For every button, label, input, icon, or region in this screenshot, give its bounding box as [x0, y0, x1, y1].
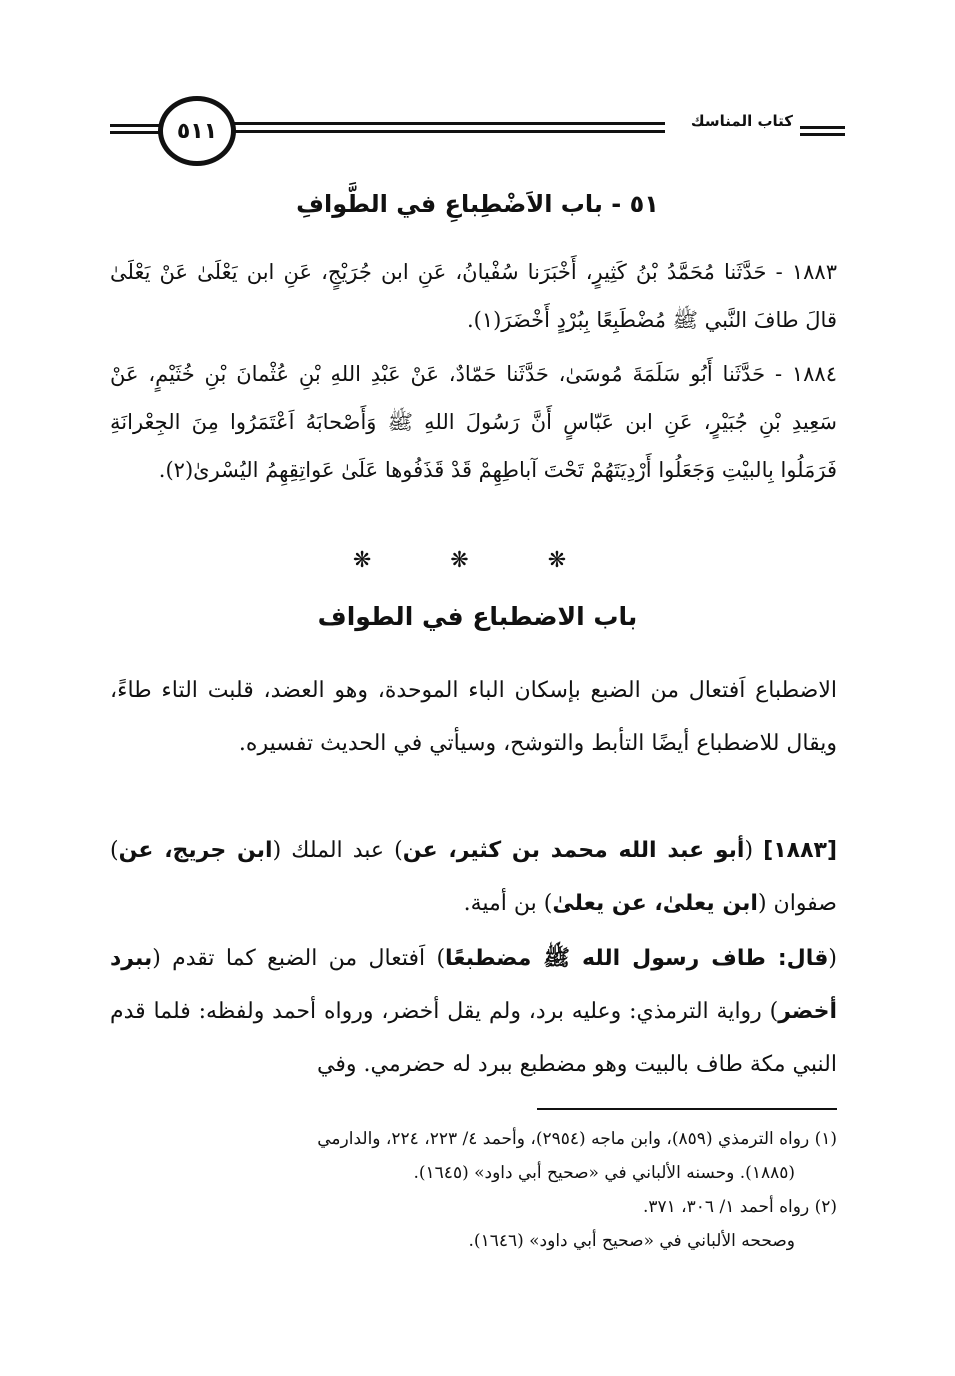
section-separator: ❋ ❋ ❋: [352, 548, 603, 573]
header-rule: [800, 133, 845, 136]
quoted-text: أبو عبد الله محمد بن كثير، عن: [402, 838, 745, 863]
quoted-text: ابن يعلىٰ، عن يعلىٰ: [552, 891, 758, 916]
header-rule: [800, 126, 845, 129]
footnote-line: (٢) رواه أحمد ١/ ٣٠٦، ٣٧١.: [642, 1197, 837, 1217]
header-rule: [220, 122, 665, 125]
commentary-paragraph: [110, 824, 837, 930]
quoted-text: قال: طاف رسول الله ﷺ مضطبعًا: [445, 946, 829, 971]
page-number: ٥١١: [158, 96, 236, 166]
header-rule: [220, 130, 665, 133]
commentary-paragraph: [110, 932, 837, 1091]
commentary-text: ) صفوان (: [110, 838, 837, 916]
hadith-text: ١٨٨٣ - حَدَّثَنا مُحَمَّدُ بْنُ كَثِيرٍ، أَخْبَرَنا سُفْيانُ، عَنِ ابن جُرَيْجٍ، عَنِ ابن يَعْلَىٰ عَنْ يَعْلَىٰ قالَ طافَ النَّبي ﷺ مُضْطَبِعًا بِبُرْدٍ أَخْضَرَ(١).: [110, 260, 837, 332]
commentary-title: باب الاضطباع في الطواف: [317, 602, 638, 631]
page-header: [110, 98, 845, 168]
commentary-text: (: [828, 946, 837, 971]
footnote-line: (١) رواه الترمذي (٨٥٩)، وابن ماجه (٢٩٥٤)، وأحمد ٤/ ٢٢٣، ٢٢٤، والدارمي: [317, 1129, 837, 1149]
footnote-line: وصححه الألباني في «صحيح أبي داود» (١٦٤٦).: [468, 1231, 795, 1251]
commentary-text: (: [744, 838, 764, 863]
commentary-text: ) بن أمية.: [463, 891, 553, 916]
commentary-paragraph: الاضطباع اَفتعال من الضبع بإسكان الباء الموحدة، وهو العضد، قلبت التاء طاءً، ويقال للاضطباع أيضًا التأبط والتوشح، وسيأتي في الحديث تفسيره.: [110, 678, 837, 756]
footnote-line: (١٨٨٥). وحسنه الألباني في «صحيح أبي داود» (١٦٤٥).: [413, 1163, 795, 1183]
quoted-text: ببرد أخضر: [110, 946, 837, 1024]
quoted-text: ابن جريج، عن: [118, 838, 273, 863]
chapter-title: ٥١ - باب الاَضْطِباعِ في الطَّوافِ: [296, 190, 659, 218]
commentary-text: ) عبد الملك (: [272, 838, 403, 863]
footnotes: [110, 1122, 837, 1258]
commentary-text: ) اَفتعال من الضبع كما تقدم (: [152, 946, 446, 971]
running-title: كتاب المناسك: [690, 112, 793, 130]
footnote-rule: [537, 1108, 837, 1110]
commentary-text: ) رواية الترمذي: وعليه برد، ولم يقل أخضر، ورواه أحمد ولفظه: فلما قدم النبي مكة طاف بالبيت وهو مضطبع ببرد له حضرمي. وفي: [110, 999, 837, 1077]
hadith-text: ١٨٨٤ - حَدَّثَنا أَبُو سَلَمَةَ مُوسَىٰ، حَدَّثَنا حَمّادٌ، عَنْ عَبْدِ اللهِ بْنِ عُثْمانَ بْنِ خُثَيْمٍ، عَنْ سَعِيدِ بْنِ جُبَيْرٍ، عَنِ ابن عَبّاسٍ أَنَّ رَسُولَ اللهِ ﷺ وَأَصْحابَهُ اَعْتَمَرُوا مِنَ الجِعْرانَةِ فَرَمَلُوا بِالبيْتِ وَجَعَلُوا أَرْدِيَتَهُمْ تَحْتَ آباطِهِمْ قَدْ قَذَفُوها عَلَىٰ عَواتِقِهِمُ اليُسْرىٰ(٢).: [110, 362, 837, 482]
hadith-ref: [١٨٨٣]: [763, 838, 838, 863]
